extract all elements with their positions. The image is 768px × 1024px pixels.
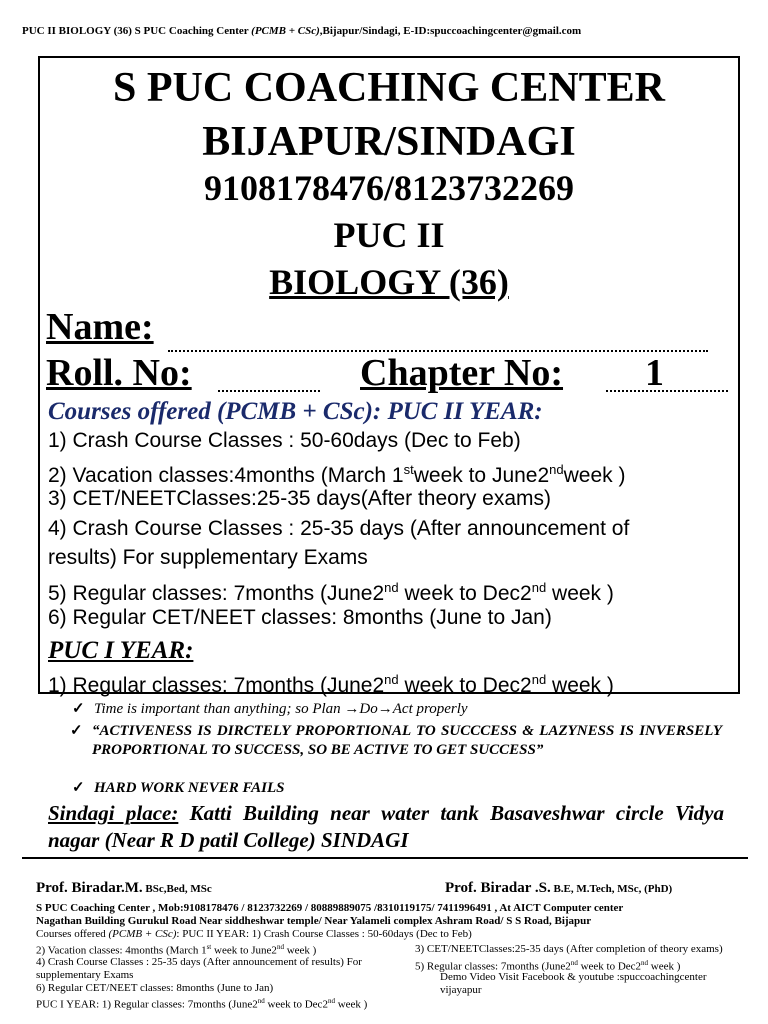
center-title: S PUC COACHING CENTER	[113, 65, 665, 111]
course-item-text: 4) Crash Course Classes : 25-35 days (After announcement of	[48, 517, 630, 540]
header-italic: (PCMB + CSc)	[251, 25, 320, 37]
footer-cetneet: 6) Regular CET/NEET classes: 8months (June to Jan)	[36, 982, 274, 994]
class-title: PUC II	[333, 215, 445, 255]
chapter-field	[606, 390, 728, 392]
superscript: nd	[276, 943, 284, 951]
course-item-text: week )	[546, 582, 614, 605]
footer-text: week to Dec2	[264, 998, 328, 1011]
place-label: Sindagi place:	[48, 801, 179, 825]
subject-text: BIOLOGY (36)	[269, 262, 509, 302]
roll-field[interactable]	[218, 390, 320, 392]
footer-text: week )	[283, 944, 317, 957]
courses-heading: Courses offered (PCMB + CSc): PUC II YEAR:	[48, 398, 543, 425]
course-item-text: results) For supplementary Exams	[48, 546, 368, 569]
superscript: nd	[327, 997, 335, 1005]
sindagi-address	[48, 800, 724, 854]
superscript: nd	[384, 672, 399, 687]
footer-supp: supplementary Exams	[36, 969, 134, 981]
footer-vacation	[36, 941, 316, 957]
roll-label: Roll. No:	[46, 352, 192, 394]
course-item-text: week )	[546, 674, 614, 697]
footer-contact: S PUC Coaching Center , Mob:9108178476 / 8123732269 / 80889889075 /8310119175/ 7411996491 , At AICT Computer center	[36, 902, 624, 914]
course-item-text: 1) Regular classes: 7months (June2	[48, 674, 385, 697]
superscript: nd	[570, 959, 578, 967]
course-item-6	[48, 605, 552, 631]
superscript: nd	[531, 672, 547, 687]
footer-crash: 4) Crash Course Classes : 25-35 days (After announcement of results) For	[36, 956, 362, 968]
course-item-1	[48, 428, 521, 454]
course-item-text: week to June2	[413, 464, 550, 487]
course-item-text: week to Dec2	[398, 674, 532, 697]
tip-time-text: Time is important than anything; so Plan →Do→Act properly	[94, 701, 468, 717]
superscript: nd	[384, 580, 399, 595]
superscript: nd	[641, 959, 649, 967]
subject-title	[38, 261, 740, 303]
center-phones: 9108178476/8123732269	[203, 168, 574, 208]
tip-hardwork-text: HARD WORK NEVER FAILS	[94, 780, 285, 796]
course-item-4	[48, 516, 629, 542]
prof-1	[36, 880, 212, 897]
footer-demo: Demo Video Visit Facebook & youtube :spuccoachingcenter	[440, 971, 707, 983]
footer-text: week to June2	[211, 944, 277, 957]
footer-text: week )	[648, 960, 681, 973]
prof-2-name: Prof. Biradar .S.	[445, 880, 551, 896]
prof-1-degrees: BSc,Bed, MSc	[142, 883, 212, 895]
prof-1-name: Prof. Biradar.M.	[36, 880, 143, 896]
prof-2	[445, 880, 672, 897]
puc1-heading: PUC I YEAR:	[48, 637, 194, 664]
name-label: Name:	[46, 306, 154, 348]
superscript: st	[403, 462, 414, 477]
footer-puc1	[36, 995, 367, 1011]
course-item-4-cont	[48, 545, 368, 571]
footer-courses	[36, 928, 472, 940]
footer-address: Nagathan Building Gurukul Road Near siddheshwar temple/ Near Yalameli complex Ashram Road/ S S Road, Bijapur	[36, 915, 592, 927]
course-item-text: 2) Vacation classes:4months (March 1	[48, 464, 404, 487]
footer-text: : PUC II YEAR: 1) Crash Course Classes : 50-60days (Dec to Feb)	[176, 928, 472, 940]
center-location: BIJAPUR/SINDAGI	[202, 119, 576, 165]
footer-text: 5) Regular classes: 7months (June2	[415, 960, 571, 973]
puc1-item	[48, 667, 614, 699]
chapter-label: Chapter No:	[360, 352, 564, 394]
footer-vijayapur: vijayapur	[440, 984, 482, 996]
prof-2-degrees: B.E, M.Tech, MSc, (PhD)	[550, 883, 673, 895]
footer-text: PUC I YEAR: 1) Regular classes: 7months (June2	[36, 998, 258, 1011]
checkmark-icon: ✓	[70, 723, 83, 739]
checkmark-icon: ✓	[72, 780, 85, 796]
header-left: PUC II BIOLOGY (36) S PUC Coaching Center	[22, 25, 252, 37]
tip-hardwork	[72, 779, 285, 797]
course-item-text: 5) Regular classes: 7months (June2	[48, 582, 385, 605]
superscript: nd	[257, 997, 265, 1005]
chapter-value: 1	[645, 352, 664, 394]
header-right: ,Bijapur/Sindagi, E-ID:spuccoachingcenter@gmail.com	[319, 25, 582, 37]
footer-cet-right: 3) CET/NEETClasses:25-35 days (After completion of theory exams)	[415, 943, 723, 955]
course-item-text: 3) CET/NEETClasses:25-35 days(After theory exams)	[48, 487, 551, 510]
footer-text: week to Dec2	[577, 960, 642, 973]
tip-activeness-text: “ACTIVENESS IS DIRCTELY PROPORTIONAL TO SUCCCESS & LAZYNESS IS INVERSELY PROPORTIONAL TO SUCCESS, SO BE ACTIVE TO GET SUCCESS”	[92, 723, 722, 758]
superscript: st	[206, 943, 212, 951]
course-item-2	[48, 457, 626, 489]
footer-text: (PCMB + CSc)	[108, 928, 177, 940]
course-item-5	[48, 575, 614, 607]
tip-activeness	[70, 722, 722, 760]
course-item-text: 1) Crash Course Classes : 50-60days (Dec to Feb)	[48, 429, 521, 452]
tip-time	[72, 700, 468, 718]
course-item-text: week to Dec2	[398, 582, 532, 605]
checkmark-icon: ✓	[72, 701, 85, 717]
course-item-text: 6) Regular CET/NEET classes: 8months (June to Jan)	[48, 606, 552, 629]
superscript: nd	[531, 580, 547, 595]
footer-text: 2) Vacation classes: 4months (March 1	[36, 944, 207, 957]
course-item-3	[48, 486, 551, 512]
footer-divider	[22, 857, 748, 859]
place-text: Katti Building near water tank Basaveshwar circle Vidya nagar (Near R D patil College) SINDAGI	[48, 801, 724, 852]
footer-text: Courses offered	[36, 928, 109, 940]
course-item-text: week )	[563, 464, 626, 487]
page-header	[22, 25, 581, 37]
footer-text: week )	[334, 998, 368, 1011]
superscript: nd	[549, 462, 564, 477]
